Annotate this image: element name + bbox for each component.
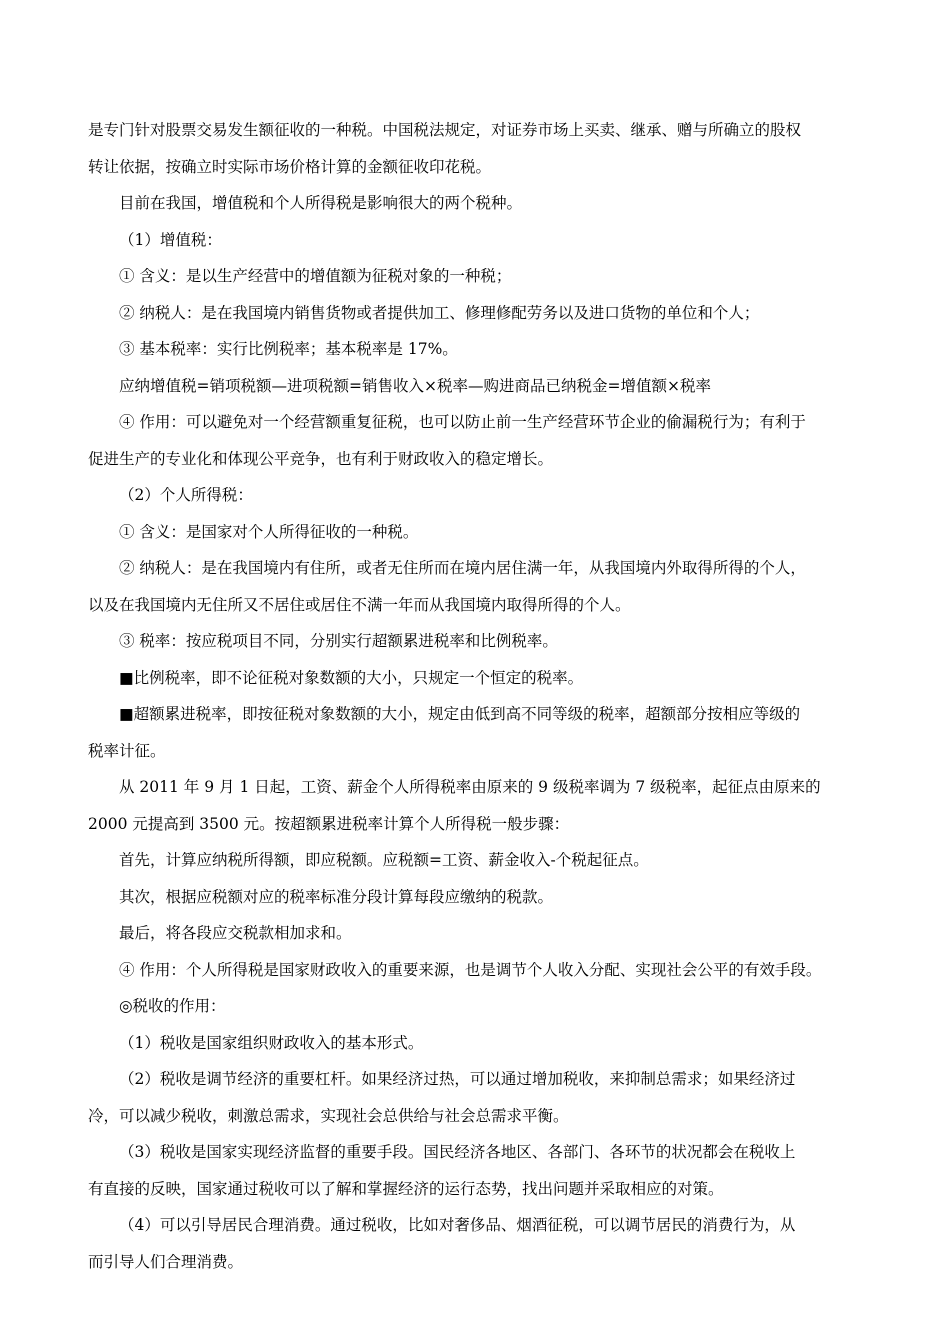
text-line: 以及在我国境内无住所又不居住或居住不满一年而从我国境内取得所得的个人。 — [88, 595, 631, 614]
text-line: ② 纳税人：是在我国境内销售货物或者提供加工、修理修配劳务以及进口货物的单位和个人； — [119, 303, 760, 322]
text-line: 其次，根据应税额对应的税率标准分段计算每段应缴纳的税款。 — [119, 887, 554, 906]
text-line: 冷，可以减少税收，刺激总需求，实现社会总供给与社会总需求平衡。 — [88, 1106, 569, 1125]
text-line: （4）可以引导居民合理消费。通过税收，比如对奢侈品、烟酒征税，可以调节居民的消费行为，从 — [119, 1216, 796, 1234]
document-body — [88, 112, 864, 1280]
text-line: ④ 作用：可以避免对一个经营额重复征税，也可以防止前一生产经营环节企业的偷漏税行为；有利于 — [119, 413, 806, 431]
text-line: 有直接的反映，国家通过税收可以了解和掌握经济的运行态势，找出问题并采取相应的对策。 — [88, 1179, 724, 1198]
text-line: ② 纳税人：是在我国境内有住所，或者无住所而在境内居住满一年，从我国境内外取得所得的个人， — [119, 559, 806, 577]
text-line: 而引导人们合理消费。 — [88, 1252, 244, 1271]
text-line: ■比例税率，即不论征税对象数额的大小，只规定一个恒定的税率。 — [119, 668, 584, 687]
text-line: （1）增值税： — [119, 230, 222, 249]
text-line: 促进生产的专业化和体现公平竞争，也有利于财政收入的稳定增长。 — [88, 449, 554, 468]
text-line: 转让依据，按确立时实际市场价格计算的金额征收印花税。 — [88, 157, 492, 176]
text-line: ◎税收的作用： — [119, 997, 226, 1015]
text-line: 首先，计算应纳税所得额，即应税额。应税额=工资、薪金收入-个税起征点。 — [119, 851, 649, 869]
text-line: 税率计征。 — [88, 741, 166, 760]
text-line: ① 含义：是国家对个人所得征收的一种税。 — [119, 522, 419, 541]
text-line: （2）个人所得税： — [119, 486, 253, 504]
text-line: ③ 基本税率：实行比例税率；基本税率是 17%。 — [119, 340, 458, 358]
text-line: ① 含义：是以生产经营中的增值额为征税对象的一种税； — [119, 267, 512, 285]
text-line: 目前在我国，增值税和个人所得税是影响很大的两个税种。 — [119, 194, 523, 212]
text-line: ③ 税率：按应税项目不同，分别实行超额累进税率和比例税率。 — [119, 632, 558, 650]
text-line: ■超额累进税率，即按征税对象数额的大小，规定由低到高不同等级的税率，超额部分按相应等级的 — [119, 705, 801, 723]
text-line: 从 2011 年 9 月 1 日起，工资、薪金个人所得税率由原来的 9 级税率调为 7 级税率，起征点由原来的 — [119, 778, 821, 796]
text-line: 最后，将各段应交税款相加求和。 — [119, 924, 352, 942]
text-line: 是专门针对股票交易发生额征收的一种税。中国税法规定，对证券市场上买卖、继承、赠与所确立的股权 — [88, 121, 802, 139]
text-line: （3）税收是国家实现经济监督的重要手段。国民经济各地区、各部门、各环节的状况都会在税收上 — [119, 1143, 796, 1161]
text-line: （1）税收是国家组织财政收入的基本形式。 — [119, 1033, 424, 1052]
text-line: （2）税收是调节经济的重要杠杆。如果经济过热，可以通过增加税收，来抑制总需求；如果经济过 — [119, 1070, 796, 1088]
text-line: 应纳增值税=销项税额—进项税额=销售收入×税率—购进商品已纳税金=增值额×税率 — [119, 376, 711, 395]
text-line: ④ 作用：个人所得税是国家财政收入的重要来源，也是调节个人收入分配、实现社会公平的有效手段。 — [119, 960, 822, 979]
text-line: 2000 元提高到 3500 元。按超额累进税率计算个人所得税一般步骤： — [88, 814, 570, 833]
